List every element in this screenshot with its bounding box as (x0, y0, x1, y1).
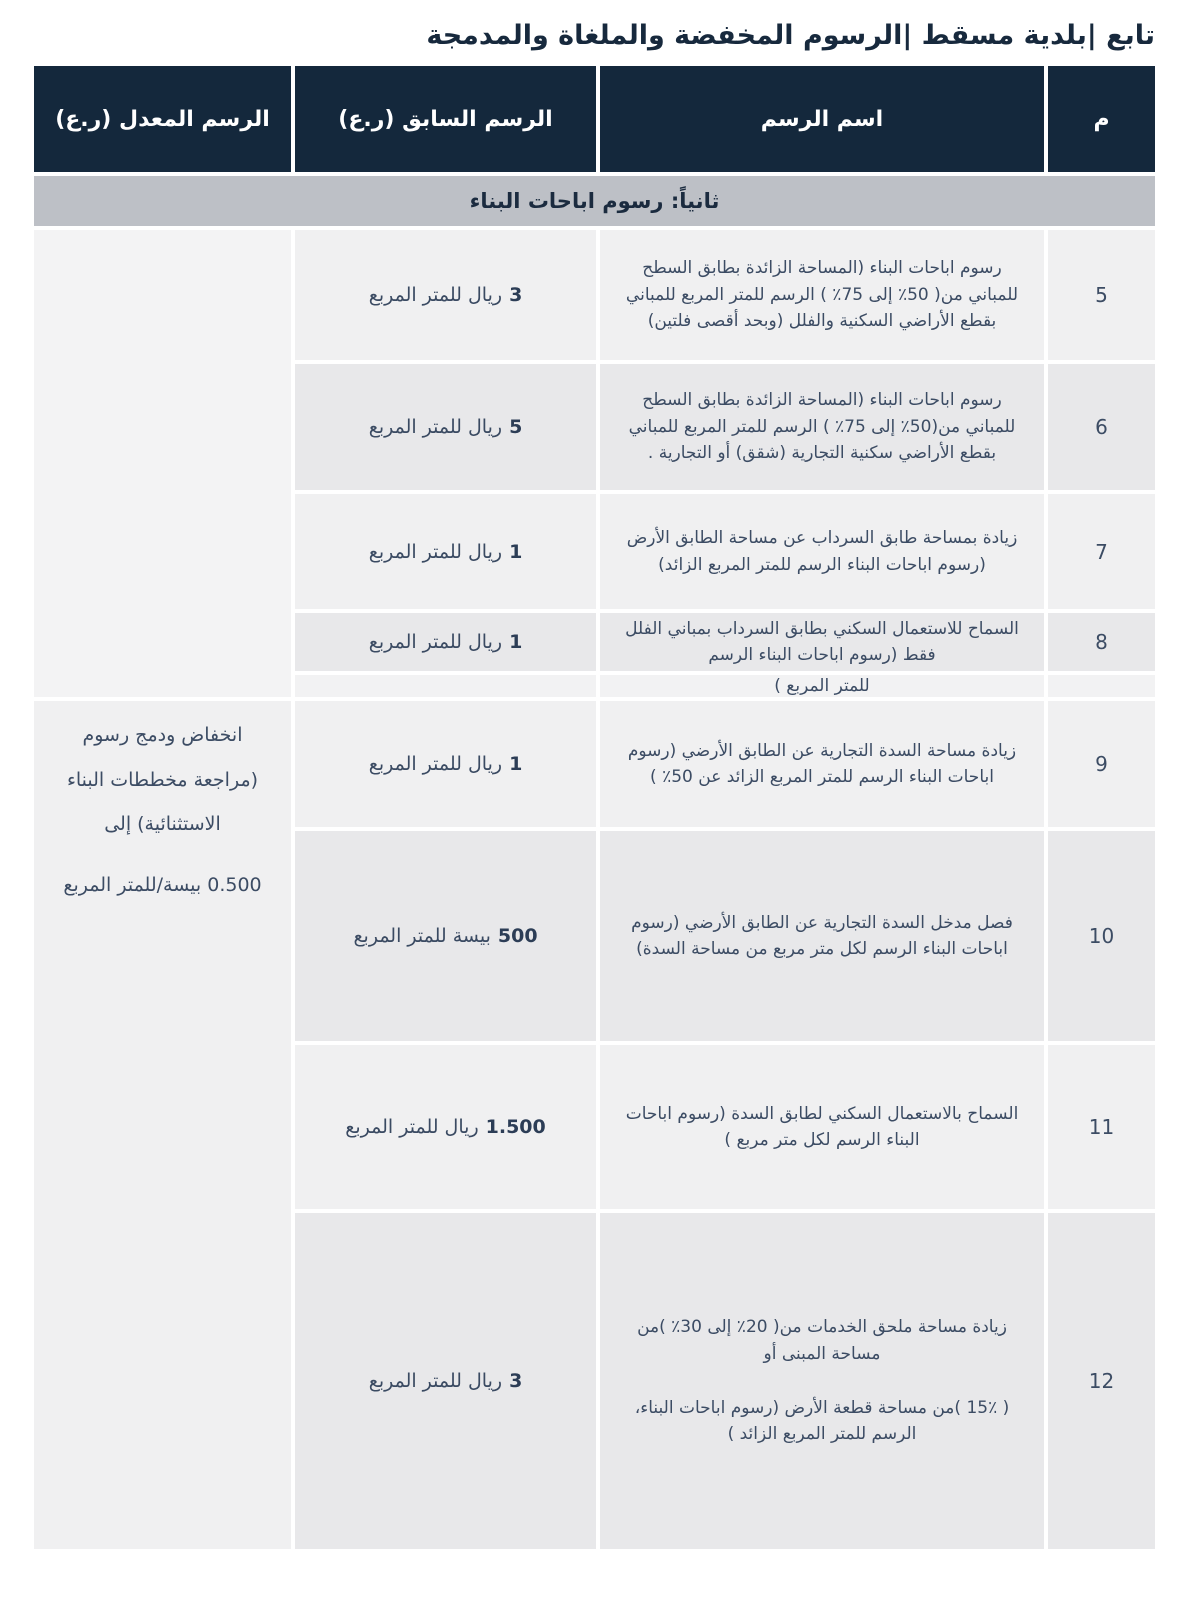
modified-fee-note-text: انخفاض ودمج رسوم (مراجعة مخططات البناء الاستثنائية) إلى (66, 724, 259, 836)
row-number-cell: 8 (1048, 613, 1155, 671)
previous-fee-unit: ريال للمتر المربع (368, 416, 503, 438)
fee-name-cell: فصل مدخل السدة التجارية عن الطابق الأرضي (رسوم اباحات البناء الرسم لكل متر مربع من مساحة السدة) (600, 831, 1044, 1041)
row-number-cell: 11 (1048, 1045, 1155, 1209)
header-cell-modified-fee: الرسم المعدل (ر.ع) (34, 66, 291, 172)
previous-fee-unit: بيسة للمتر المربع (353, 925, 491, 947)
previous-fee-unit: ريال للمتر المربع (345, 1116, 479, 1138)
previous-fee-value: 1 (509, 540, 523, 563)
fee-name-cell: السماح للاستعمال السكني بطابق السرداب بمباني الفلل فقط (رسوم اباحات البناء الرسم (600, 613, 1044, 671)
row8-overflow-spacer (1048, 675, 1155, 697)
previous-fee-unit: ريال للمتر المربع (368, 1370, 503, 1392)
previous-fee-value: 5 (509, 416, 523, 438)
modified-fee-note-cell (34, 701, 291, 1549)
previous-fee-unit: ريال للمتر المربع (368, 753, 503, 775)
row-number-cell: 5 (1048, 230, 1155, 360)
fee-name-paragraph-2: ( 15٪ )من مساحة قطعة الأرض (رسوم اباحات البناء، الرسم للمتر المربع الزائد ) (634, 1398, 1010, 1445)
previous-fee-value: 1.500 (485, 1116, 546, 1138)
previous-fee-cell (295, 613, 596, 671)
previous-fee-unit: ريال للمتر المربع (368, 540, 503, 563)
header-cell-previous-fee: الرسم السابق (ر.ع) (295, 66, 596, 172)
fee-name-cell: رسوم اباحات البناء (المساحة الزائدة بطابق السطح للمباني من( 50٪ إلى 75٪ ) الرسم للمتر المربع للمباني بقطع الأراضي السكنية والفلل (وبحد أقصى فلتين) (600, 230, 1044, 360)
fee-name-cell: زيادة بمساحة طابق السرداب عن مساحة الطابق الأرض (رسوم اباحات البناء الرسم للمتر المربع الزائد) (600, 494, 1044, 609)
previous-fee-value: 3 (509, 1370, 523, 1392)
section-header-building-permits: ثانياً: رسوم اباحات البناء (34, 176, 1155, 226)
previous-fee-value: 1 (509, 631, 523, 653)
previous-fee-cell (295, 1213, 596, 1549)
previous-fee-cell (295, 831, 596, 1041)
page-title: تابع |بلدية مسقط |الرسوم المخفضة والملغاة والمدمجة (426, 20, 1155, 51)
row-number-cell: 9 (1048, 701, 1155, 827)
previous-fee-cell (295, 230, 596, 360)
previous-fee-cell (295, 701, 596, 827)
row-number-cell: 10 (1048, 831, 1155, 1041)
previous-fee-value: 500 (497, 925, 538, 947)
previous-fee-cell (295, 1045, 596, 1209)
modified-fee-note-value: 0.500 بيسة/للمتر المربع (63, 873, 262, 896)
previous-fee-unit: ريال للمتر المربع (368, 284, 503, 306)
fee-name-cell: السماح بالاستعمال السكني لطابق السدة (رسوم اباحات البناء الرسم لكل متر مربع ) (600, 1045, 1044, 1209)
modified-fee-empty-cell (34, 230, 291, 697)
row-number-cell: 7 (1048, 494, 1155, 609)
fee-name-cell (600, 1213, 1044, 1549)
fees-table (36, 66, 1155, 1549)
previous-fee-unit: ريال للمتر المربع (368, 631, 503, 653)
row8-overflow-text: للمتر المربع ) (600, 675, 1044, 697)
row-number-cell: 6 (1048, 364, 1155, 490)
fee-name-paragraph-1: زيادة مساحة ملحق الخدمات من( 20٪ إلى 30٪ )من مساحة المبنى أو (637, 1317, 1007, 1364)
fee-name-cell: رسوم اباحات البناء (المساحة الزائدة بطابق السطح للمباني من(50٪ إلى 75٪ ) الرسم للمتر المربع للمباني بقطع الأراضي سكنية التجارية (شقق) أو التجارية . (600, 364, 1044, 490)
previous-fee-cell (295, 494, 596, 609)
row-number-cell: 12 (1048, 1213, 1155, 1549)
fee-name-cell: زيادة مساحة السدة التجارية عن الطابق الأرضي (رسوم اباحات البناء الرسم للمتر المربع الزائد عن 50٪ ) (600, 701, 1044, 827)
previous-fee-cell (295, 364, 596, 490)
header-cell-num: م (1048, 66, 1155, 172)
header-cell-fee-name: اسم الرسم (600, 66, 1044, 172)
previous-fee-value: 3 (509, 284, 523, 306)
previous-fee-value: 1 (509, 753, 523, 775)
row8-overflow-spacer (295, 675, 596, 697)
